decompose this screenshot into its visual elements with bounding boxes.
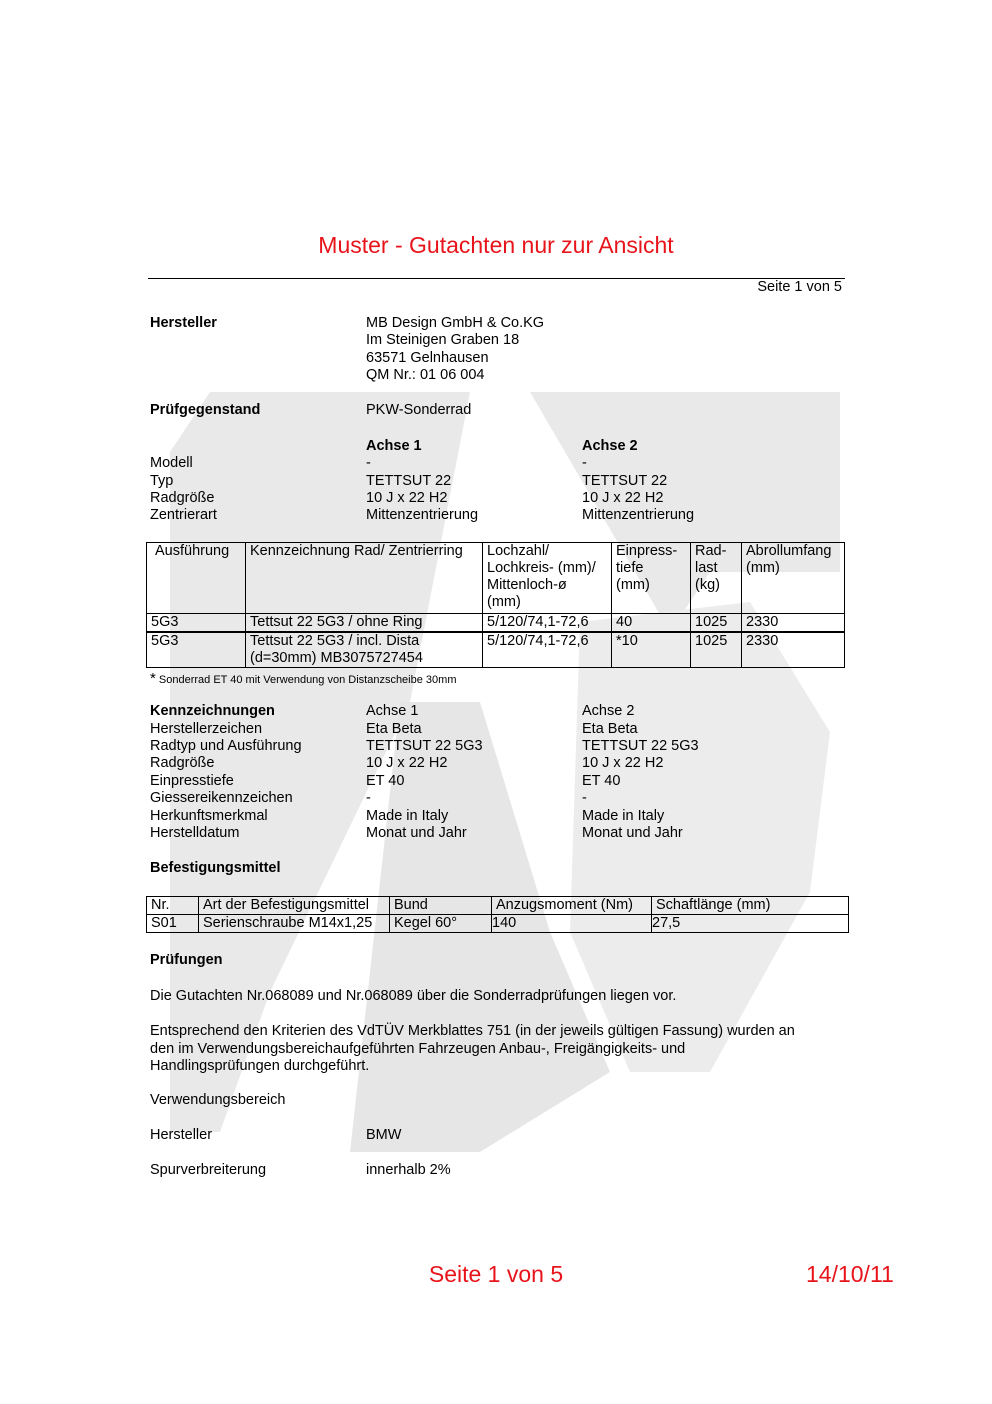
achsen-label: Typ (150, 473, 174, 489)
sample-banner: Muster - Gutachten nur zur Ansicht (318, 232, 674, 258)
table-header-row (147, 897, 849, 915)
cell-anzugsmoment: 140 (492, 915, 652, 933)
cell-schaftlaenge: 27,5 (652, 915, 849, 933)
cell-kennzeichnung (246, 632, 483, 668)
header-einpresstiefe (612, 543, 691, 614)
pruefungen-label: Prüfungen (150, 952, 223, 968)
header-line: tiefe (616, 560, 644, 576)
cell-lochzahl: 5/120/74,1-72,6 (483, 614, 612, 633)
achse-2-value: 10 J x 22 H2 (582, 490, 664, 506)
table-row (147, 614, 845, 633)
kennzeichnung-a1: TETTSUT 22 5G3 (366, 738, 483, 754)
achsen-row (150, 455, 850, 473)
kennzeichnung-row (150, 755, 850, 773)
achsen-row (150, 473, 850, 491)
kennzeichnung-row (150, 738, 850, 756)
footer-date: 14/10/11 (806, 1261, 894, 1287)
footnote-star: * (150, 670, 156, 687)
verwendungsbereich-heading: Verwendungsbereich (150, 1092, 286, 1108)
cell-line: (d=30mm) MB3075727454 (250, 650, 423, 666)
achsen-header (150, 438, 850, 456)
header-line: Mittenloch-ø (487, 577, 567, 593)
header-line: (mm) (616, 577, 650, 593)
kennzeichnung-a2: Made in Italy (582, 808, 665, 824)
header-line: Abrollumfang (746, 543, 832, 559)
achse-1-header: Achse 1 (366, 438, 422, 454)
header-line: (mm) (487, 594, 521, 610)
cell-line: Tettsut 22 5G3 / incl. Dista (250, 633, 420, 649)
pruefgegenstand-label: Prüfgegenstand (150, 402, 261, 418)
header-ausfuehrung: Ausführung (147, 543, 246, 614)
cell-radlast: 1025 (691, 632, 742, 668)
header-kennzeichnung: Kennzeichnung Rad/ Zentrierring (246, 543, 483, 614)
cell-einpresstiefe: 40 (612, 614, 691, 633)
kennzeichnung-a1: ET 40 (366, 773, 405, 789)
header-schaftlaenge: Schaftlänge (mm) (652, 897, 849, 915)
pruefgegenstand-value: PKW-Sonderrad (366, 402, 472, 418)
achse-2-value: TETTSUT 22 (582, 473, 668, 489)
table-row (147, 915, 849, 933)
hersteller-line-1: MB Design GmbH & Co.KG (366, 315, 545, 331)
cell-abrollumfang: 2330 (742, 632, 845, 668)
achsen-row (150, 490, 850, 508)
cell-ausfuehrung: 5G3 (147, 614, 246, 633)
kennzeichnung-a2: Eta Beta (582, 721, 638, 737)
header-art: Art der Befestigungsmittel (199, 897, 390, 915)
kennzeichnung-a2: - (582, 790, 587, 806)
header-bund: Bund (390, 897, 492, 915)
kennzeichnung-a2: 10 J x 22 H2 (582, 755, 664, 771)
achse-1-value: TETTSUT 22 (366, 473, 452, 489)
header-line: Rad- (695, 543, 727, 559)
hersteller-line-2: Im Steinigen Graben 18 (366, 332, 520, 348)
header-abrollumfang (742, 543, 845, 614)
vb-hersteller-value: BMW (366, 1127, 402, 1143)
spurverbreiterung-value: innerhalb 2% (366, 1162, 451, 1178)
kennzeichnung-row (150, 773, 850, 791)
paragraph-line: den im Verwendungsbereichaufgeführten Fahrzeugen Anbau-, Freigängigkeits- und (150, 1040, 686, 1057)
pruefungen-paragraph-2 (150, 1023, 850, 1076)
kennzeichnung-a1: 10 J x 22 H2 (366, 755, 448, 771)
cell-ausfuehrung: 5G3 (147, 632, 246, 668)
achsen-label: Zentrierart (150, 507, 217, 523)
header-anzugsmoment: Anzugsmoment (Nm) (492, 897, 652, 915)
cell-kennzeichnung: Tettsut 22 5G3 / ohne Ring (246, 614, 483, 633)
kennzeichnung-a1: Made in Italy (366, 808, 449, 824)
achse-1-value: - (366, 455, 371, 471)
spurverbreiterung-row (150, 1162, 850, 1180)
pruefgegenstand-row (150, 402, 850, 420)
header-lochzahl (483, 543, 612, 614)
kennzeichnung-a1: Eta Beta (366, 721, 422, 737)
kenn-achse-2-header: Achse 2 (582, 703, 635, 719)
cell-einpresstiefe: *10 (612, 632, 691, 668)
header-line: last (695, 560, 718, 576)
hersteller-line-3: 63571 Gelnhausen (366, 350, 489, 366)
header-line: Einpress- (616, 543, 678, 559)
header-line: Lochzahl/ (487, 543, 550, 559)
hersteller-line-4: QM Nr.: 01 06 004 (366, 367, 485, 383)
achse-1-value: 10 J x 22 H2 (366, 490, 448, 506)
kennzeichnung-label: Herstelldatum (150, 825, 240, 841)
footnote-text: Sonderrad ET 40 mit Verwendung von Distanzscheibe 30mm (158, 674, 457, 686)
page-number-top: Seite 1 von 5 (757, 279, 842, 295)
befestigung-heading (150, 860, 850, 878)
spurverbreiterung-label: Spurverbreiterung (150, 1162, 267, 1178)
paragraph-line: Handlingsprüfungen durchgeführt. (150, 1058, 370, 1074)
footnote (150, 670, 456, 687)
kennzeichnung-row (150, 790, 850, 808)
befestigung-label: Befestigungsmittel (150, 860, 281, 876)
table-row (147, 632, 845, 668)
header-nr: Nr. (147, 897, 199, 915)
kennzeichnung-label: Giessereikennzeichen (150, 790, 293, 806)
achse-2-value: Mittenzentrierung (582, 507, 695, 523)
kennzeichnung-row (150, 721, 850, 739)
header-line: (mm) (746, 560, 780, 576)
header-rule (148, 278, 845, 279)
cell-bund: Kegel 60° (390, 915, 492, 933)
kennzeichnung-a1: Monat und Jahr (366, 825, 467, 841)
hersteller-label: Hersteller (150, 315, 217, 331)
vb-hersteller-row (150, 1127, 850, 1145)
cell-lochzahl: 5/120/74,1-72,6 (483, 632, 612, 668)
paragraph-line: Entsprechend den Kriterien des VdTÜV Merkblattes 751 (in der jeweils gültigen Fassung) wurden an (150, 1023, 795, 1039)
header-line: (kg) (695, 577, 720, 593)
kennzeichnung-label: Einpresstiefe (150, 773, 234, 789)
kennzeichnung-label: Radtyp und Ausführung (150, 738, 302, 754)
cell-abrollumfang: 2330 (742, 614, 845, 633)
footer-page-number: Seite 1 von 5 (428, 1261, 564, 1287)
ausfuehrung-table (146, 542, 845, 668)
achsen-label: Modell (150, 455, 193, 471)
kennzeichnungen-label: Kennzeichnungen (150, 703, 275, 719)
cell-art: Serienschraube M14x1,25 (199, 915, 390, 933)
kennzeichnung-row (150, 808, 850, 826)
achse-1-value: Mittenzentrierung (366, 507, 479, 523)
achsen-label: Radgröße (150, 490, 215, 506)
kennzeichnung-a2: Monat und Jahr (582, 825, 683, 841)
vb-hersteller-label: Hersteller (150, 1127, 213, 1143)
kenn-achse-1-header: Achse 1 (366, 703, 419, 719)
table-header-row (147, 543, 845, 614)
befestigung-table (146, 896, 849, 933)
achse-2-header: Achse 2 (582, 438, 638, 454)
kennzeichnung-a1: - (366, 790, 371, 806)
pruefungen-heading (150, 952, 850, 970)
header-line: Lochkreis- (mm)/ (487, 560, 596, 576)
pruefungen-paragraph-1: Die Gutachten Nr.068089 und Nr.068089 über die Sonderradprüfungen liegen vor. (150, 988, 677, 1004)
kennzeichnung-a2: ET 40 (582, 773, 621, 789)
kennzeichnung-a2: TETTSUT 22 5G3 (582, 738, 699, 754)
kennzeichnungen-header (150, 703, 850, 721)
kennzeichnung-label: Herkunftsmerkmal (150, 808, 268, 824)
hersteller-row (150, 315, 850, 333)
cell-radlast: 1025 (691, 614, 742, 633)
kennzeichnung-row (150, 825, 850, 843)
kennzeichnung-label: Herstellerzeichen (150, 721, 263, 737)
cell-nr: S01 (147, 915, 199, 933)
achsen-row (150, 507, 850, 525)
header-radlast (691, 543, 742, 614)
achse-2-value: - (582, 455, 587, 471)
kennzeichnung-label: Radgröße (150, 755, 215, 771)
